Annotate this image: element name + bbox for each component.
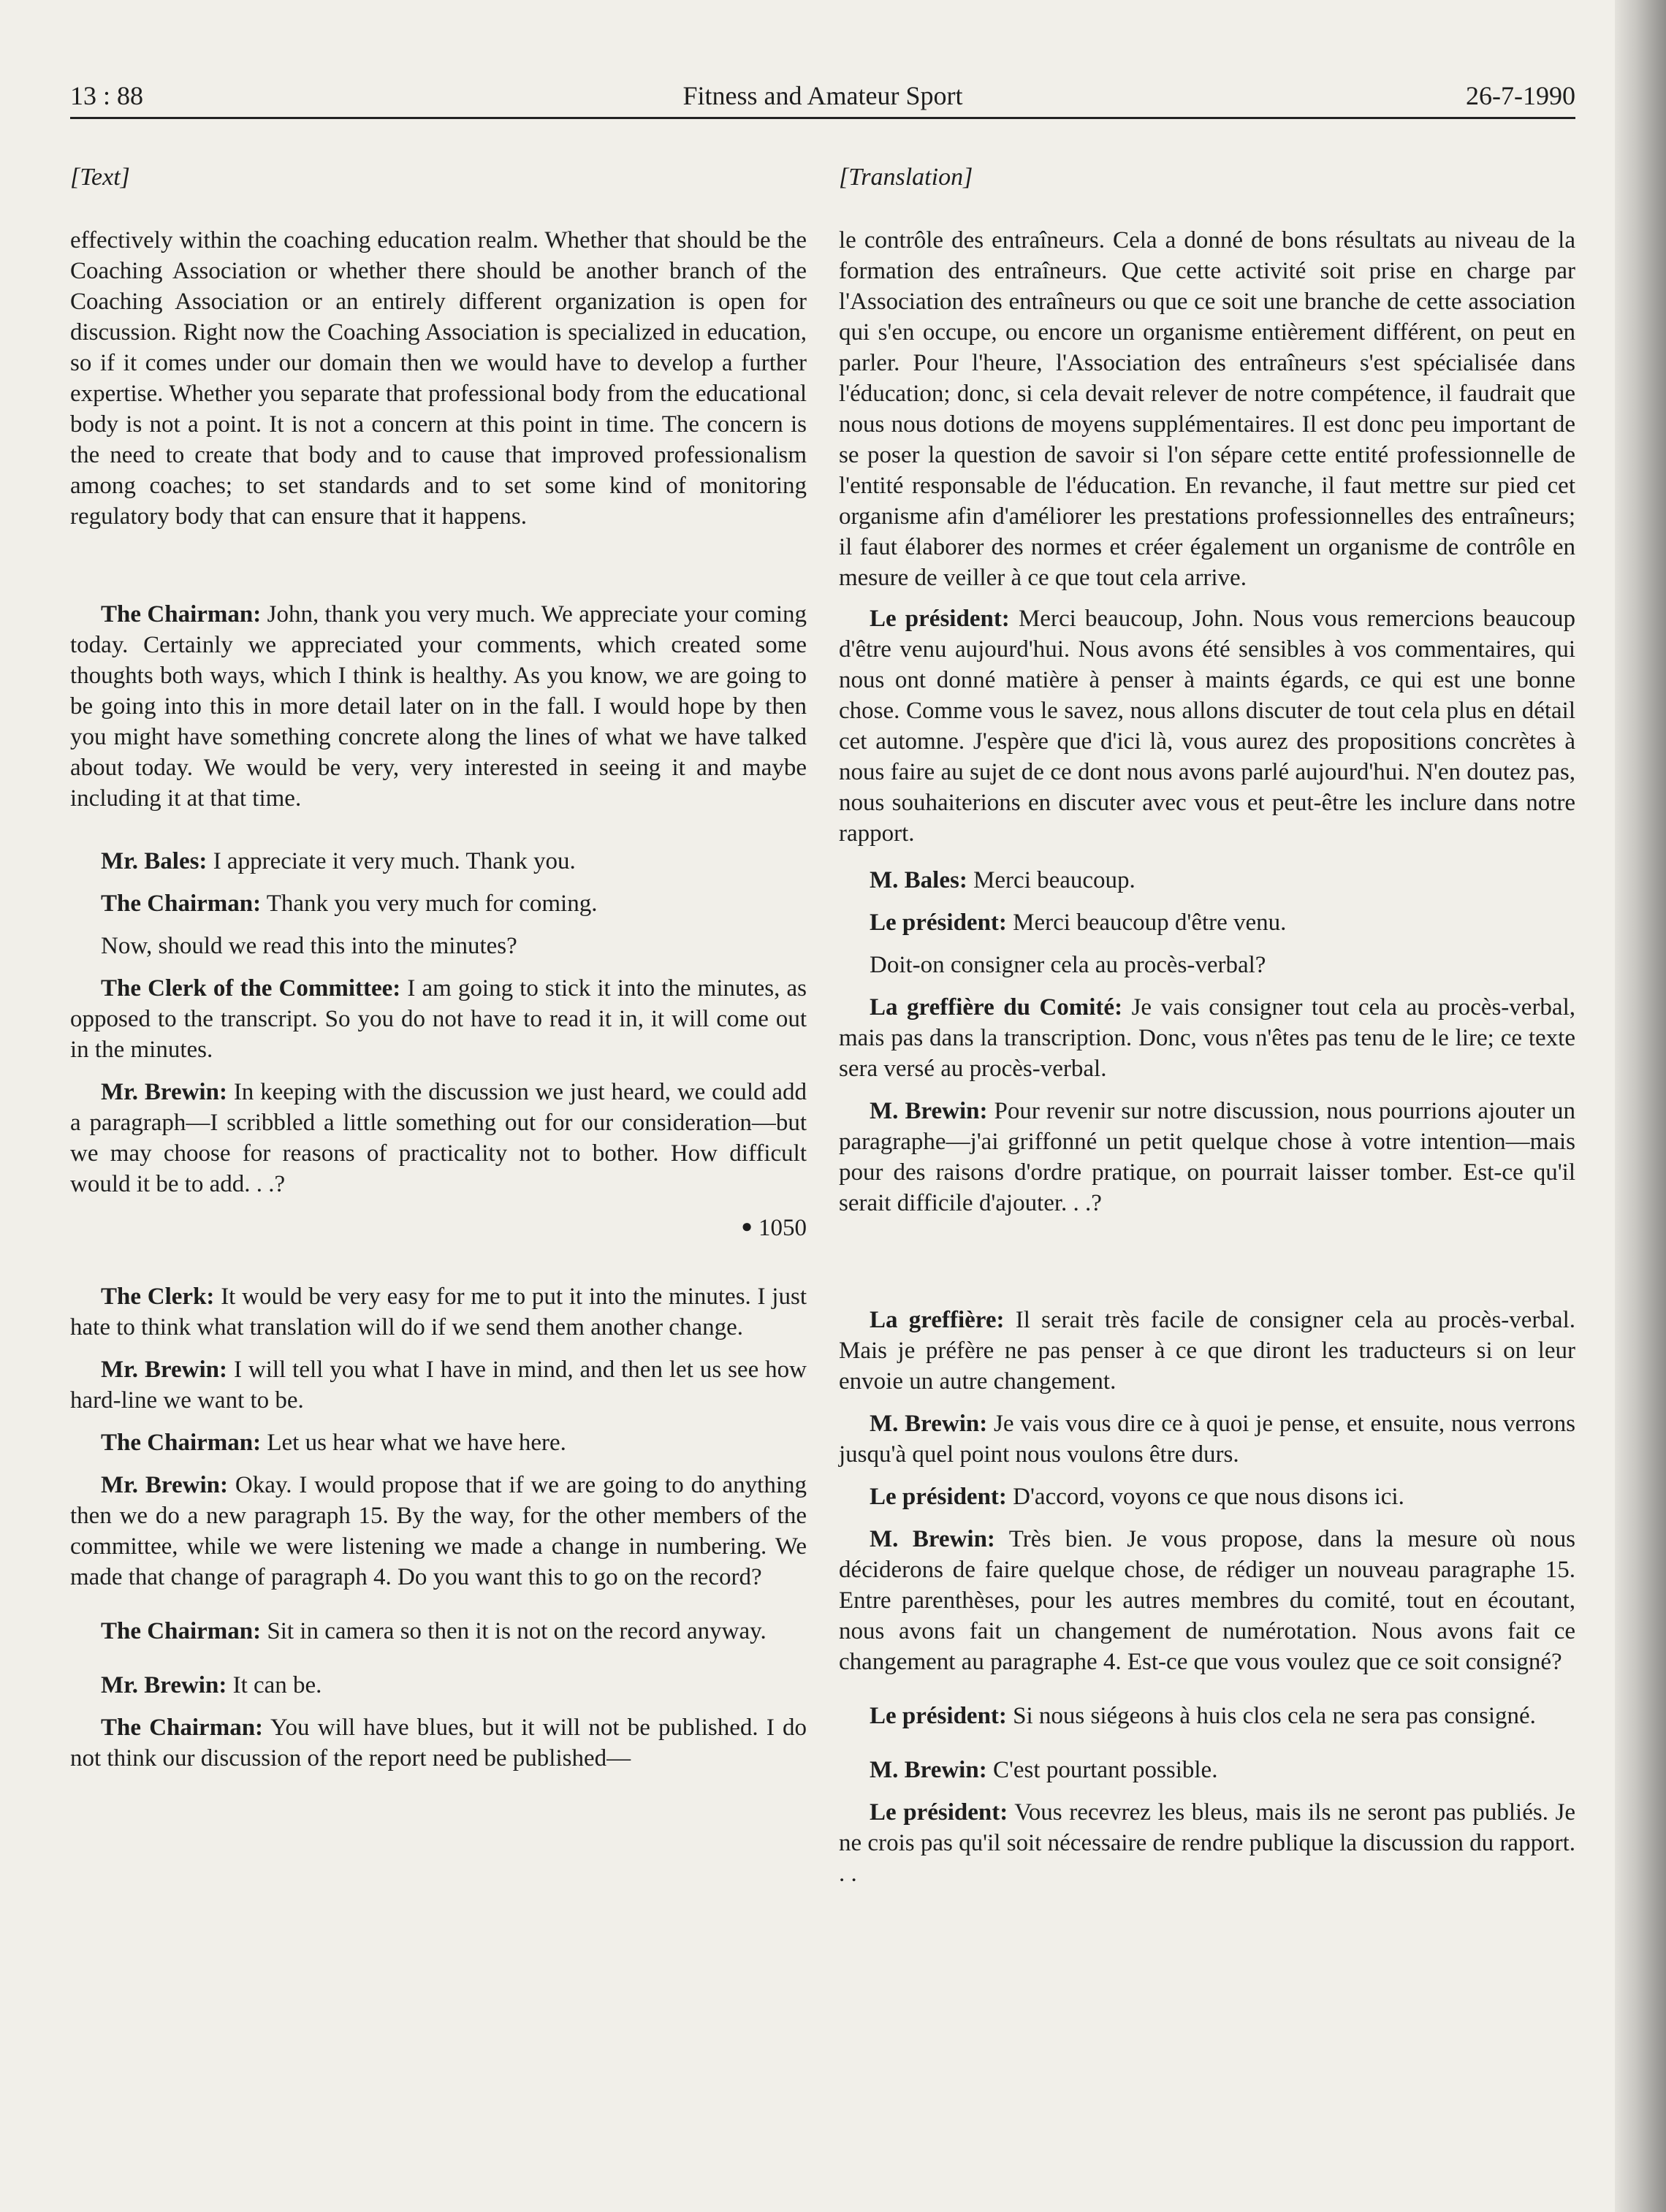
speaker-name: M. Brewin: — [870, 1757, 987, 1783]
speech-text: I will tell you what I have in mind, and then let us see how hard-line we want to be. — [70, 1357, 807, 1414]
speech — [70, 1670, 807, 1701]
speech — [70, 888, 807, 919]
speech-text: You will have blues, but it will not be published. I do not think our discussion of the report need be published— — [70, 1715, 807, 1771]
speech-text: Thank you very much for coming. — [266, 890, 598, 917]
speech-text: Je vais vous dire ce à quoi je pense, et ensuite, nous verrons jusqu'à quel point nous voulons être durs. — [839, 1411, 1576, 1468]
speech — [70, 1427, 807, 1458]
publication-title: Fitness and Amateur Sport — [682, 81, 963, 110]
speech — [839, 1096, 1575, 1218]
speech — [839, 1524, 1575, 1677]
time-marker — [70, 1211, 807, 1243]
speech-text: It would be very easy for me to put it into the minutes. I just hate to think what translation will do if we send them another change. — [70, 1284, 807, 1340]
page-edge-shadow — [1615, 0, 1666, 2212]
speaker-name: Mr. Brewin: — [101, 1079, 227, 1105]
speech-text: Merci beaucoup. — [973, 867, 1136, 893]
speech-text: Merci beaucoup, John. Nous vous remercions beaucoup d'être venu aujourd'hui. Nous avons été sensibles à vos commentaires, qui nous ont donné matière à penser à maints égards, ce qui est une bonne chose. Comme vous le savez, nous allons discuter de tout cela plus en détail cet automne. J'espère que d'ici là, vous aurez des propositions concrètes à nous faire au sujet de ce dont nous avons parlé aujourd'hui. N'en doutez pas, nous souhaiterions en discuter avec vous et peut-être les inclure dans notre rapport. — [839, 606, 1576, 847]
speech-text: John, thank you very much. We appreciate your coming today. Certainly we appreciated your comments, which created some thoughts both ways, which I think is healthy. As you know, we are going to be going into this in more detail later on in the fall. I would hope by then you might have something concrete along the lines of what we have talked about today. We would be very, very interested in seeing it and maybe including it at that time. — [70, 601, 807, 812]
speech — [70, 599, 807, 814]
speech-text: Je vais consigner tout cela au procès-verbal, mais pas dans la transcription. Donc, vous n'êtes pas tenu de le lire; ce texte sera versé au procès-verbal. — [839, 994, 1575, 1082]
speaker-name: The Chairman: — [101, 1430, 262, 1456]
speaker-name: M. Brewin: — [870, 1526, 995, 1552]
speaker-name: M. Brewin: — [870, 1411, 988, 1437]
speech — [839, 907, 1575, 938]
speech — [839, 865, 1575, 896]
speech — [839, 1481, 1575, 1512]
speaker-name: Mr. Bales: — [101, 848, 208, 874]
speech — [70, 973, 807, 1065]
page-number: 13 : 88 — [70, 81, 144, 110]
speaker-name: M. Brewin: — [870, 1098, 988, 1124]
speech-text: Pour revenir sur notre discussion, nous pourrions ajouter un paragraphe—j'ai griffonné un petit quelque chose à votre intention—mais pour des raisons d'ordre pratique, on pourrait laisser tomber. Est-ce qu'il serait difficile d'ajouter. . .? — [839, 1098, 1576, 1216]
speech-text: Merci beaucoup d'être venu. — [1013, 909, 1287, 936]
speech-text: Now, should we read this into the minutes? — [101, 933, 517, 959]
speaker-name: Mr. Brewin: — [101, 1472, 228, 1498]
speech-text: Doit-on consigner cela au procès-verbal? — [870, 952, 1266, 978]
speech-text: C'est pourtant possible. — [992, 1757, 1218, 1783]
speech-text: Let us hear what we have here. — [267, 1430, 566, 1456]
publication-date: 26-7-1990 — [1466, 81, 1575, 110]
speech — [839, 1305, 1575, 1397]
speech-text: In keeping with the discussion we just heard, we could add a paragraph—I scribbled a little something out for our consideration—but we may choose for reasons of practicality not to bother. How difficult would it be to add. . .? — [70, 1079, 807, 1197]
speech-text: I appreciate it very much. Thank you. — [213, 848, 576, 874]
speaker-name: Mr. Brewin: — [101, 1672, 227, 1698]
french-column — [839, 162, 1575, 1901]
speech — [839, 992, 1575, 1084]
speech — [70, 931, 807, 961]
speech — [70, 1077, 807, 1200]
column-label: [Translation] — [839, 164, 973, 191]
speech — [839, 950, 1575, 980]
speaker-name: La greffière: — [870, 1307, 1005, 1333]
speaker-name: Le président: — [870, 1484, 1007, 1510]
page-header — [70, 73, 1575, 119]
speech-text: Vous recevrez les bleus, mais ils ne seront pas publiés. Je ne crois pas qu'il soit nécessaire de rendre publique la discussion du rapport. . . — [839, 1799, 1576, 1887]
speaker-name: The Clerk of the Committee: — [101, 975, 401, 1002]
speech-text: D'accord, voyons ce que nous disons ici. — [1013, 1484, 1404, 1510]
speaker-name: Le président: — [870, 1799, 1008, 1826]
speech — [70, 846, 807, 877]
speech-text: Si nous siégeons à huis clos cela ne sera pas consigné. — [1013, 1703, 1536, 1729]
continued-paragraph: effectively within the coaching education realm. Whether that should be the Coaching Association or whether there should be another branch of the Coaching Association or an entirely different organization is open for discussion. Right now the Coaching Association is specialized in education, so if it comes under our domain then we would have to develop a further expertise. Whether you separate that professional body from the educational body is not a point. It is not a concern at this point in time. The concern is the need to create that body and to cause that improved professionalism among coaches; to set standards and to set some kind of monitoring regulatory body that can ensure that it happens. — [70, 227, 807, 530]
speech-text: Il serait très facile de consigner cela au procès-verbal. Mais je préfère ne pas penser à ce que diront les traducteurs si on leur envoie un autre changement. — [839, 1307, 1575, 1395]
speaker-name: The Chairman: — [101, 1715, 264, 1741]
column-label: [Text] — [70, 164, 130, 191]
speech — [70, 1470, 807, 1593]
bullet-icon: ● — [741, 1216, 753, 1237]
time-marker-value: 1050 — [758, 1215, 807, 1241]
speech-text: It can be. — [232, 1672, 322, 1698]
speech-text: Okay. I would propose that if we are going to do anything then we do a new paragraph 15. By the way, for the other members of the committee, while we were listening we made a change in numbering. We made that change of paragraph 4. Do you want this to go on the record? — [70, 1472, 807, 1590]
speaker-name: The Chairman: — [101, 1618, 262, 1644]
speech — [70, 1712, 807, 1774]
speech-text: Très bien. Je vous propose, dans la mesure où nous déciderons de faire quelque chose, de rédiger un nouveau paragraphe 15. Entre parenthèses, pour les autres membres du comité, tout en écoutant, nous avons fait un changement de numérotation. Nous avons fait ce changement au paragraphe 4. Est-ce que vous voulez que ce soit consigné? — [839, 1526, 1576, 1675]
speech — [839, 603, 1575, 849]
speaker-name: M. Bales: — [870, 867, 967, 893]
speaker-name: Le président: — [870, 1703, 1007, 1729]
speech — [839, 1408, 1575, 1470]
speech — [70, 1616, 807, 1647]
speaker-name: Mr. Brewin: — [101, 1357, 228, 1383]
speech-text: I am going to stick it into the minutes, as opposed to the transcript. So you do not have to read it in, it will come out in the minutes. — [70, 975, 807, 1063]
speaker-name: The Chairman: — [101, 890, 262, 917]
speech — [839, 1701, 1575, 1731]
speaker-name: La greffière du Comité: — [870, 994, 1123, 1021]
speaker-name: Le président: — [870, 909, 1007, 936]
speech — [70, 1354, 807, 1416]
speaker-name: Le président: — [870, 606, 1010, 632]
speech — [839, 1755, 1575, 1785]
speech — [70, 1281, 807, 1343]
speaker-name: The Clerk: — [101, 1284, 215, 1310]
speaker-name: The Chairman: — [101, 601, 262, 628]
english-column — [70, 162, 807, 1785]
speech — [839, 1797, 1575, 1889]
speech-text: Sit in camera so then it is not on the record anyway. — [267, 1618, 767, 1644]
continued-paragraph: le contrôle des entraîneurs. Cela a donné de bons résultats au niveau de la formation des entraîneurs. Que cette activité soit prise en charge par l'Association des entraîneurs ou que ce soit une branche de cette association qui s'en occupe, ou encore un organisme entièrement différent, on peut en parler. Pour l'heure, l'Association des entraîneurs s'est spécialisée dans l'éducation; donc, si cela devait relever de notre compétence, il faudrait que nous nous dotions de moyens supplémentaires. Il est donc peu important de se poser la question de savoir si l'on sépare cette entité professionnelle de l'entité responsable de l'éducation. En revanche, il faut mettre sur pied cet organisme afin d'améliorer les prestations professionnelles des entraîneurs; il faut élaborer des normes et créer également un organisme de contrôle en mesure de veiller à ce que tout cela arrive. — [839, 227, 1575, 591]
